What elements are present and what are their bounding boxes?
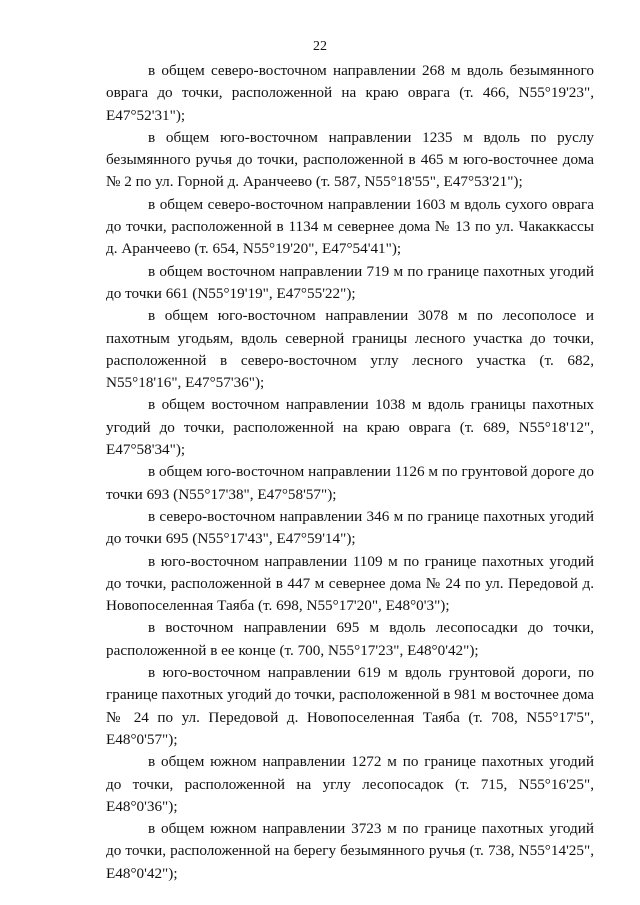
boundary-paragraph: в общем восточном направлении 719 м по границе пахотных угодий до точки 661 (N55°19'19", E47°55'22"); <box>106 262 594 302</box>
boundary-paragraph: в общем южном направлении 3723 м по границе пахотных угодий до точки, расположенной на берегу безымянного ручья (т. 738, N55°14'25", E48°0'42"); <box>106 820 594 882</box>
boundary-paragraph: в общем северо-восточном направлении 268 м вдоль безымянного оврага до точки, расположенной на краю оврага (т. 466, N55°19'23", E47°52'31"); <box>106 62 594 124</box>
boundary-paragraph: в общем южном направлении 1272 м по границе пахотных угодий до точки, расположенной на углу лесопосадок (т. 715, N55°16'25", E48°0'36"); <box>106 753 594 815</box>
boundary-paragraph: в восточном направлении 695 м вдоль лесопосадки до точки, расположенной в ее конце (т. 700, N55°17'23", E48°0'42"); <box>106 619 594 659</box>
boundary-paragraph: в юго-восточном направлении 619 м вдоль грунтовой дороги, по границе пахотных угодий до точки, расположенной в 981 м восточнее дома № 24 по ул. Передовой д. Новопоселенная Таяба (т. 708, N55°17'5", E48°0'57"); <box>106 664 594 748</box>
boundary-paragraph: в общем юго-восточном направлении 1235 м вдоль по руслу безымянного ручья до точки, расположенной в 465 м юго-восточнее дома № 2 по ул. Горной д. Аранчеево (т. 587, N55°18'55", E47°53'21"); <box>106 128 594 191</box>
boundary-paragraph: в общем восточном направлении 1038 м вдоль границы пахотных угодий до точки, расположенной на краю оврага (т. 689, N55°18'12", E47°58'34"); <box>106 396 594 459</box>
boundary-paragraph: в северо-восточном направлении 346 м по границе пахотных угодий до точки 695 (N55°17'43", E47°59'14"); <box>106 507 594 548</box>
boundary-paragraph: в юго-восточном направлении 1109 м по границе пахотных угодий до точки, расположенной в 447 м севернее дома № 24 по ул. Передовой д. Новопоселенная Таяба (т. 698, N55°17'20", E48°0'3"); <box>106 552 594 615</box>
page-number: 22 <box>313 39 327 54</box>
boundary-paragraph: в общем юго-восточном направлении 3078 м по лесополосе и пахотным угодьям, вдоль северной границы лесного участка до точки, расположенной в северо-восточном углу лесного участка (т. 682, N55°18'16", E47°57'36"); <box>106 307 594 392</box>
boundary-paragraph: в общем юго-восточном направлении 1126 м по грунтовой дороге до точки 693 (N55°17'38", E47°58'57"); <box>106 463 594 503</box>
document-body <box>106 60 594 885</box>
boundary-paragraph: в общем северо-восточном направлении 1603 м вдоль сухого оврага до точки, расположенной в 1134 м севернее дома № 13 по ул. Чакаккассы д. Аранчеево (т. 654, N55°19'20", E47°54'41"); <box>106 195 594 258</box>
